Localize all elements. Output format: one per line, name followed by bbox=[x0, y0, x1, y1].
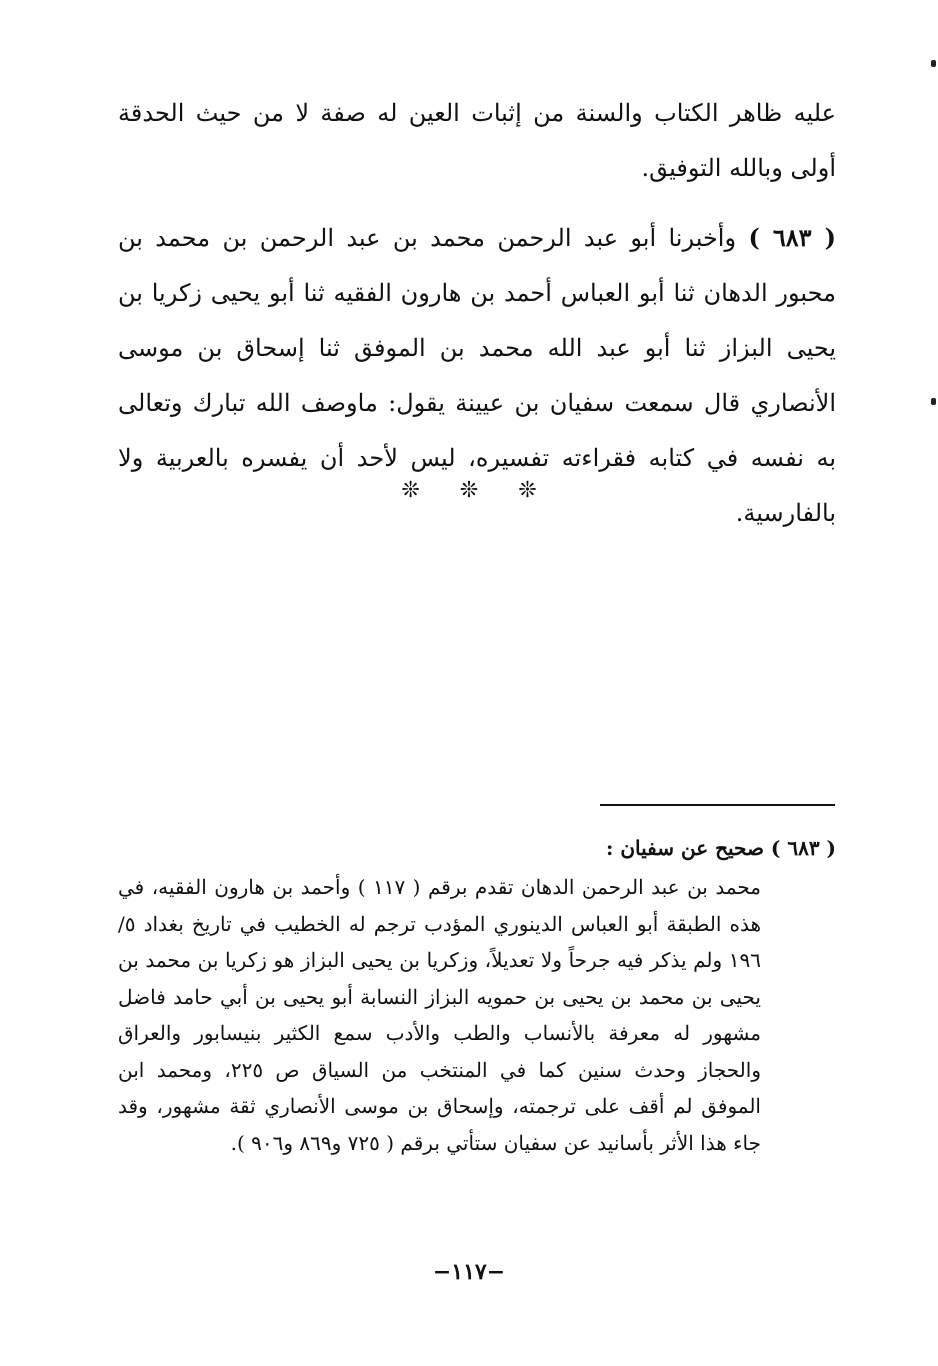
hadith-text: وأخبرنا أبو عبد الرحمن محمد بن عبد الرحمن بن محمد بن محبور الدهان ثنا أبو العباس أحمد بن هارون الفقيه ثنا أبو يحيى زكريا بن يحيى البزاز ثنا أبو عبد الله محمد بن الموفق ثنا إسحاق بن موسى الأنصاري قال سمعت سفيان بن عيينة يقول: ماوصف الله تبارك وتعالى به نفسه في كتابه فقراءته تفسيره، ليس لأحد أن يفسره بالعربية ولا بالفارسية. bbox=[118, 224, 836, 527]
section-separator bbox=[0, 478, 938, 503]
separator-star: ❊ bbox=[518, 478, 537, 503]
scan-mark-middle bbox=[931, 398, 936, 405]
separator-star: ❊ bbox=[401, 478, 420, 503]
main-text bbox=[118, 86, 836, 541]
separator-star: ❊ bbox=[459, 478, 479, 503]
page-number: −١١٧− bbox=[432, 1259, 506, 1285]
footnote-heading: ( ٦٨٣ ) صحيح عن سفيان : bbox=[605, 836, 836, 860]
paragraph-continuation: عليه ظاهر الكتاب والسنة من إثبات العين له صفة لا من حيث الحدقة أولى وبالله التوفيق. bbox=[118, 99, 836, 182]
hadith-number: ( ٦٨٣ ) bbox=[748, 223, 836, 252]
footnote bbox=[118, 827, 836, 1161]
footnote-body: محمد بن عبد الرحمن الدهان تقدم برقم ( ١١٧ ) وأحمد بن هارون الفقيه، في هذه الطبقة أبو العباس الدينوري المؤدب ترجم له الخطيب في تاريخ بغداد ٥/ ١٩٦ ولم يذكر فيه جرحاً ولا تعديلاً، وزكريا بن يحيى البزاز هو زكريا بن محمد بن يحيى بن محمد بن يحيى بن حمويه البزاز النسابة أبو يحيى بن أبي حامد فاضل مشهور له معرفة بالأنساب والطب والأدب سمع الكثير بنيسابور والعراق والحجاز وحدث سنين كما في المنتخب من السياق ص ٢٢٥، ومحمد ابن الموفق لم أقف على ترجمته، وإسحاق بن موسى الأنصاري ثقة مشهور، وقد جاء هذا الأثر بأسانيد عن سفيان ستأتي برقم ( ٧٢٥ و٨٦٩ و٩٠٦ ). bbox=[118, 875, 762, 1155]
paragraph-gap bbox=[118, 196, 836, 210]
scan-mark-top bbox=[931, 60, 936, 67]
footnote-rule bbox=[600, 804, 835, 806]
